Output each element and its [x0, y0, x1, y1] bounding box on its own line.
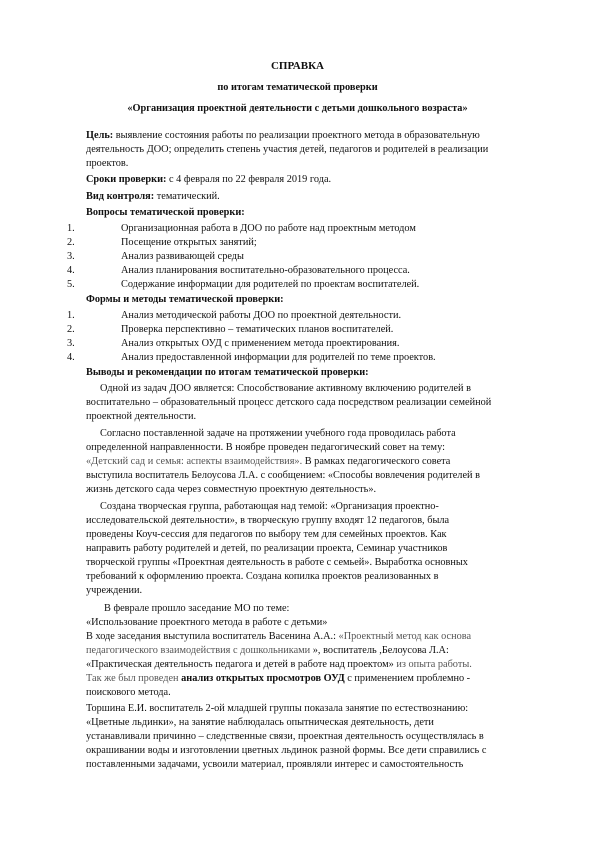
para5-line: «Цветные льдинки», на занятие наблюдалась опытническая деятельность, дети: [86, 717, 434, 728]
para4-speaker: В ходе заседания выступила воспитатель Васенина А.А.:: [86, 631, 339, 642]
question-num: 4.: [67, 265, 75, 276]
para4-text: Так же был проведен: [86, 673, 182, 684]
para4-line: [86, 644, 449, 657]
method-text: Анализ открытых ОУД с применением метода проектирования.: [121, 338, 400, 349]
para4-line: поискового метода.: [86, 687, 171, 698]
pedsovet-topic: «Детский сад и семья: аспекты взаимодействия».: [86, 456, 303, 467]
question-num: 5.: [67, 279, 75, 290]
question-num: 1.: [67, 223, 75, 234]
para2-line: Согласно поставленной задаче на протяжении учебного года проводилась работа: [100, 428, 456, 439]
goal-line-1: [86, 129, 480, 142]
report-note: из опыта работы.: [393, 659, 472, 670]
dates-label: Сроки проверки:: [86, 174, 167, 185]
para5-line: Торшина Е.И. воспитатель 2-ой младшей группы показала занятие по естествознанию:: [86, 703, 469, 714]
question-text: Посещение открытых занятий;: [121, 237, 257, 248]
goal-label: Цель:: [86, 130, 114, 141]
methods-heading: Формы и методы тематической проверки:: [86, 294, 284, 305]
question-text: Содержание информации для родителей по проектам воспитателей.: [121, 279, 420, 290]
method-num: 3.: [67, 338, 75, 349]
para4-speaker: », воспитатель ,Белоусова Л.А:: [310, 645, 449, 656]
para3-line: творческой группы «Проектная деятельность в работе с семьей». Выработка основных: [86, 557, 468, 568]
para2-line: определенной направленности. В ноябре проведен педагогический совет на тему:: [86, 442, 445, 453]
open-lessons-analysis: анализ открытых просмотров ОУД: [181, 673, 345, 684]
goal-text: выявление состояния работы по реализации проектного метода в образовательную: [113, 130, 480, 141]
document-topic: «Организация проектной деятельности с детьми дошкольного возраста»: [127, 103, 468, 114]
question-num: 3.: [67, 251, 75, 262]
document-title: СПРАВКА: [270, 60, 324, 72]
para5-line: поставленными задачами, усвоили материал, проявляли интерес и самостоятельность: [86, 759, 464, 770]
report-title: «Практическая деятельность педагога и детей в работе над проектом»: [86, 659, 394, 670]
control-label: Вид контроля:: [86, 191, 155, 202]
para4-line: «Использование проектного метода в работе с детьми»: [86, 617, 328, 628]
question-text: Анализ планирования воспитательно-образовательного процесса.: [121, 265, 410, 276]
report-title: педагогического взаимодействия с дошкольниками: [86, 645, 311, 656]
document-subtitle: по итогам тематической проверки: [217, 82, 378, 93]
question-num: 2.: [67, 237, 75, 248]
para3-line: учреждении.: [86, 585, 143, 596]
para3-line: Создана творческая группа, работающая над темой: «Организация проектно-: [100, 501, 439, 512]
para1-line: воспитательно – образовательный процесс детского сада посредством реализации семейной: [86, 397, 492, 408]
method-num: 1.: [67, 310, 75, 321]
para2-line: выступила воспитатель Белоусова Л.А. с сообщением: «Способы вовлечения родителей в: [86, 470, 480, 481]
method-num: 2.: [67, 324, 75, 335]
para2-line: жизнь детского сада через совместную проектную деятельность».: [86, 484, 377, 495]
questions-heading: Вопросы тематической проверки:: [86, 207, 245, 218]
para3-line: требований к оформлению проекта. Создана копилка проектов реализованных в: [86, 571, 439, 582]
para4-text: с применением проблемно -: [344, 673, 471, 684]
method-text: Проверка перспективно – тематических планов воспитателей.: [121, 324, 394, 335]
method-text: Анализ методической работы ДОО по проектной деятельности.: [121, 310, 402, 321]
goal-line-3: проектов.: [86, 158, 129, 169]
control-line: [86, 190, 220, 203]
para4-line: [86, 672, 470, 685]
dates-line: [86, 173, 331, 186]
conclusions-heading: Выводы и рекомендации по итогам тематической проверки:: [86, 367, 369, 378]
para5-line: устанавливали причинно – следственные связи, проектная деятельность осуществлялась в: [86, 731, 484, 742]
para3-line: проведены Коуч-сессия для педагогов по выбору тем для семейных проектов. Как: [86, 529, 447, 540]
question-text: Организационная работа в ДОО по работе над проектным методом: [121, 223, 416, 234]
control-value: тематический.: [154, 191, 220, 202]
method-text: Анализ предоставленной информации для родителей по теме проектов.: [121, 352, 436, 363]
para2-line: [86, 455, 450, 468]
para1-line: Одной из задач ДОО является: Способствование активному включению родителей в: [100, 383, 472, 394]
para4-line: [86, 658, 472, 671]
para3-line: направить работу родителей и детей, по реализации проекта, Семинар участников: [86, 543, 448, 554]
question-text: Анализ развивающей среды: [121, 251, 244, 262]
report-title: «Проектный метод как основа: [338, 631, 472, 642]
para4-line: В феврале прошло заседание МО по теме:: [104, 603, 290, 614]
goal-line-2: деятельность ДОО; определить степень участия детей, педагогов и родителей в реализации: [86, 144, 489, 155]
para4-line: [86, 630, 471, 643]
method-num: 4.: [67, 352, 75, 363]
para5-line: окрашивании воды и изготовлении цветных льдинок разной формы. Все дети справились с: [86, 745, 487, 756]
dates-value: с 4 февраля по 22 февраля 2019 года.: [166, 174, 332, 185]
para1-line: проектной деятельности.: [86, 411, 197, 422]
para3-line: исследовательской деятельности», в творческую группу входят 12 педагогов, была: [86, 515, 450, 526]
para2-tail: В рамках педагогического совета: [302, 456, 451, 467]
